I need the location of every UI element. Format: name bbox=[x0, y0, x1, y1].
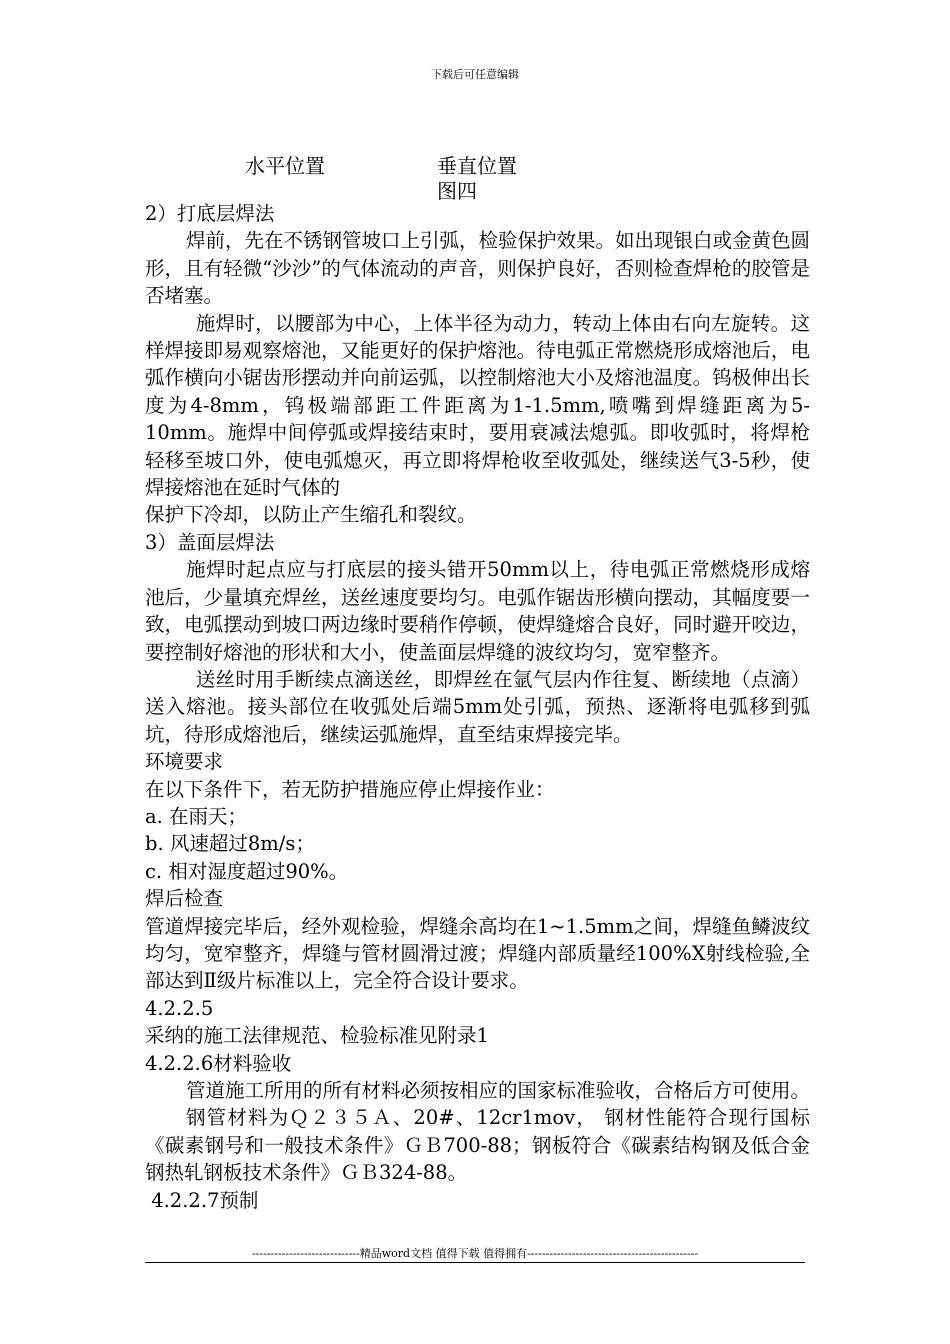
heading-material-acceptance: 4.2.2.6材料验收 bbox=[145, 1051, 292, 1075]
heading-prefabrication: 4.2.2.7预制 bbox=[145, 1188, 259, 1212]
list-item-wind: b. 风速超过8m/s； bbox=[145, 832, 315, 856]
paragraph-wire-feed: 送丝时用手断续点滴送丝，即焊丝在氩气层内作往复、断续地（点滴）送入熔池。接头部位在收弧处后端5mm处引弧，预热、逐渐将电弧移到弧坑，待形成熔池后，继续运弧施焊，直至结束焊接完毕。 bbox=[145, 667, 810, 746]
heading-cap-pass: 3）盖面层焊法 bbox=[145, 530, 275, 554]
label-vertical-position: 垂直位置 bbox=[437, 154, 517, 178]
figure-labels bbox=[0, 150, 950, 203]
page-footer: -----------------------------精品word文档 值得下载 值得拥有---------------------------------------------- bbox=[251, 1247, 699, 1260]
figure-caption: 图四 bbox=[437, 179, 477, 203]
footer-rule bbox=[145, 1262, 805, 1263]
paragraph-pre-weld-check: 焊前，先在不锈钢管坡口上引弧，检验保护效果。如出现银白或金黄色圆形，且有轻微“沙沙”的气体流动的声音，则保护良好，否则检查焊枪的胶管是否堵塞。 bbox=[145, 229, 810, 308]
section-number-4-2-2-5: 4.2.2.5 bbox=[145, 996, 214, 1020]
paragraph-conditions-intro: 在以下条件下，若无防护措施应停止焊接作业： bbox=[145, 777, 555, 801]
heading-root-pass: 2）打底层焊法 bbox=[145, 202, 275, 225]
heading-environment: 环境要求 bbox=[145, 750, 224, 774]
paragraph-welding-technique: 施焊时，以腰部为中心，上体半径为动力，转动上体由右向左旋转。这样焊接即易观察熔池，又能更好的保护熔池。待电弧正常燃烧形成熔池后，电弧作横向小锯齿形摆动并向前运弧，以控制熔池大小及熔池温度。钨极伸出长度为4-8mm，钨极端部距工件距离为1-1.5mm,喷嘴到焊缝距离为5-10mm。施焊中间停弧或焊接结束时，要用衰减法熄弧。即收弧时，将焊枪轻移至坡口外，使电弧熄灭，再立即将焊枪收至收弧处，继续送气3-5秒，使焊接熔池在延时气体的 bbox=[145, 311, 810, 500]
paragraph-inspection: 管道焊接完毕后，经外观检验，焊缝余高均在1~1.5mm之间，焊缝鱼鳞波纹均匀，宽窄整齐，焊缝与管材圆滑过渡；焊缝内部质量经100%X射线检验,全部达到Ⅱ级片标准以上，完全符合设计要求。 bbox=[145, 914, 810, 993]
paragraph-cooling: 保护下冷却，以防止产生缩孔和裂纹。 bbox=[145, 503, 477, 527]
label-horizontal-position: 水平位置 bbox=[245, 154, 325, 178]
paragraph-steel-materials: 钢管材料为Ｑ２３５Ａ、20#、12cr1mov， 钢材性能符合现行国标《碳素钢号和一般技术条件》ＧＢ700-88；钢板符合《碳素结构钢及低合金钢热轧钢板技术条件》ＧＢ324-88。 bbox=[145, 1106, 810, 1185]
page-header: 下载后可任意编辑 bbox=[431, 68, 519, 81]
paragraph-material-acceptance: 管道施工所用的所有材料必须按相应的国家标准验收，合格后方可使用。 bbox=[185, 1079, 810, 1102]
list-item-humidity: c. 相对湿度超过90%。 bbox=[145, 859, 349, 883]
heading-post-weld-inspection: 焊后检查 bbox=[145, 887, 224, 911]
paragraph-standards: 采纳的施工法律规范、检验标准见附录1 bbox=[145, 1024, 489, 1048]
paragraph-cap-start: 施焊时起点应与打底层的接头错开50mm以上，待电弧正常燃烧形成熔池后，少量填充焊丝，送丝速度要均匀。电弧作锯齿形横向摆动，其幅度要一致，电弧摆动到坡口两边缘时要稍作停顿，使焊缝熔合良好，同时避开咬边，要控制好熔池的形状和大小，使盖面层焊缝的波纹均匀，宽窄整齐。 bbox=[145, 558, 810, 664]
list-item-rain: a. 在雨天； bbox=[145, 804, 248, 828]
document-body bbox=[145, 200, 810, 1214]
